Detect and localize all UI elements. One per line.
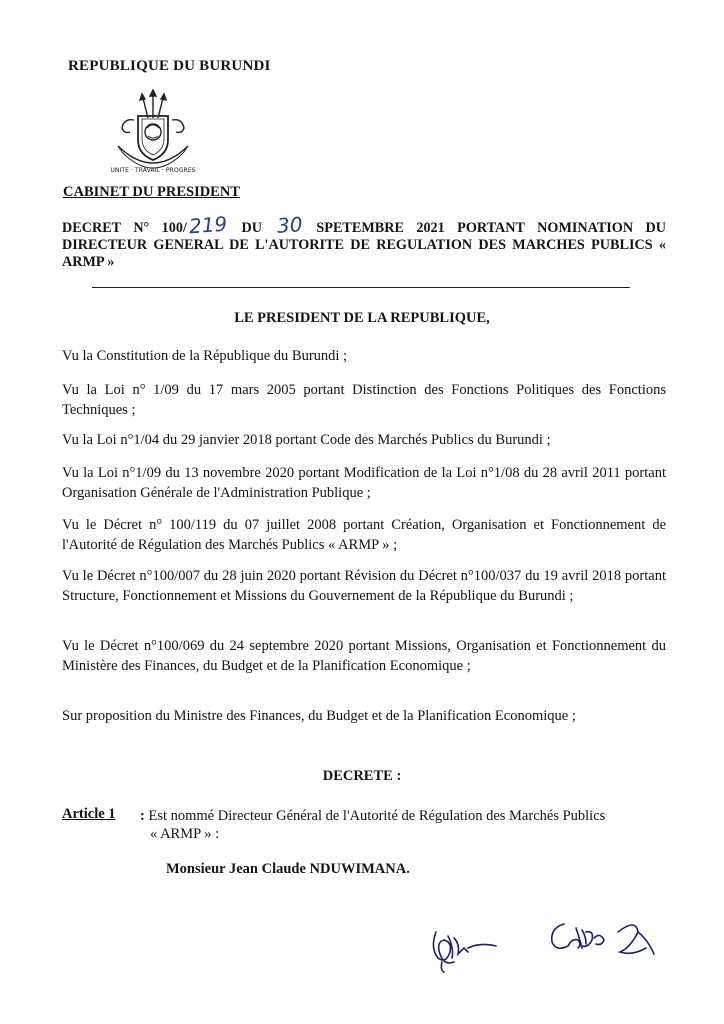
decrete-heading: DECRETE : — [322, 768, 402, 784]
article-1-text-line2: « ARMP » : — [150, 826, 220, 842]
country-heading: REPUBLIQUE DU BURUNDI — [68, 58, 271, 74]
handwritten-day: 30 — [275, 212, 303, 238]
nominee-name: Monsieur Jean Claude NDUWIMANA. — [166, 861, 410, 877]
consideration-1: Vu la Constitution de la République du Burundi ; — [62, 348, 348, 364]
office-heading: CABINET DU PRESIDENT — [63, 184, 240, 200]
consideration-7: Vu le Décret n°100/069 du 24 septembre 2020 portant Missions, Organisation et Fonctionnement du Ministère des Finances, du Budget et de la Planification Economique ; — [62, 638, 666, 674]
article-1-label: Article 1 — [62, 806, 116, 822]
consideration-4: Vu la Loi n°1/09 du 13 novembre 2020 portant Modification de la Loi n°1/08 du 28 avril 2011 portant Organisation Générale de l'Administration Publique ; — [62, 465, 666, 501]
handwritten-decree-number: 219 — [188, 211, 228, 239]
signature-2 — [542, 910, 672, 970]
decree-du: DU — [241, 220, 263, 236]
authority-heading: LE PRESIDENT DE LA REPUBLIQUE, — [234, 310, 490, 326]
article-1-text — [140, 806, 662, 826]
consideration-8: Sur proposition du Ministre des Finances, du Budget et de la Planification Economique ; — [62, 708, 576, 724]
signature-1 — [424, 918, 504, 976]
article-1-text-line1: Est nommé Directeur Général de l'Autorité de Régulation des Marchés Publics — [148, 808, 606, 824]
article-1-colon: : — [140, 808, 145, 824]
consideration-6: Vu le Décret n°100/007 du 28 juin 2020 portant Révision du Décret n°100/037 du 19 avril 2018 portant Structure, Fonctionnement et Missions du Gouvernement de la République du Burundi ; — [62, 568, 666, 604]
separator-rule — [92, 287, 630, 288]
decree-title-rest: SPETEMBRE 2021 PORTANT NOMINATION DU DIRECTEUR GENERAL DE L'AUTORITE DE REGULATION DES MARCHES PUBLICS « ARMP » — [62, 220, 667, 270]
decree-prefix: DECRET N° 100/ — [62, 220, 187, 236]
consideration-3: Vu la Loi n°1/04 du 29 janvier 2018 portant Code des Marchés Publics du Burundi ; — [62, 432, 551, 448]
svg-text:UNITE · TRAVAIL · PROGRES: UNITE · TRAVAIL · PROGRES — [110, 167, 196, 174]
consideration-5: Vu le Décret n° 100/119 du 07 juillet 2008 portant Création, Organisation et Fonctionnement de l'Autorité de Régulation des Marchés Publics « ARMP » ; — [62, 517, 666, 553]
decree-title — [62, 211, 667, 271]
burundi-coat-of-arms-emblem — [104, 88, 202, 182]
consideration-2: Vu la Loi n° 1/09 du 17 mars 2005 portant Distinction des Fonctions Politiques des Fonctions Techniques ; — [62, 382, 666, 418]
